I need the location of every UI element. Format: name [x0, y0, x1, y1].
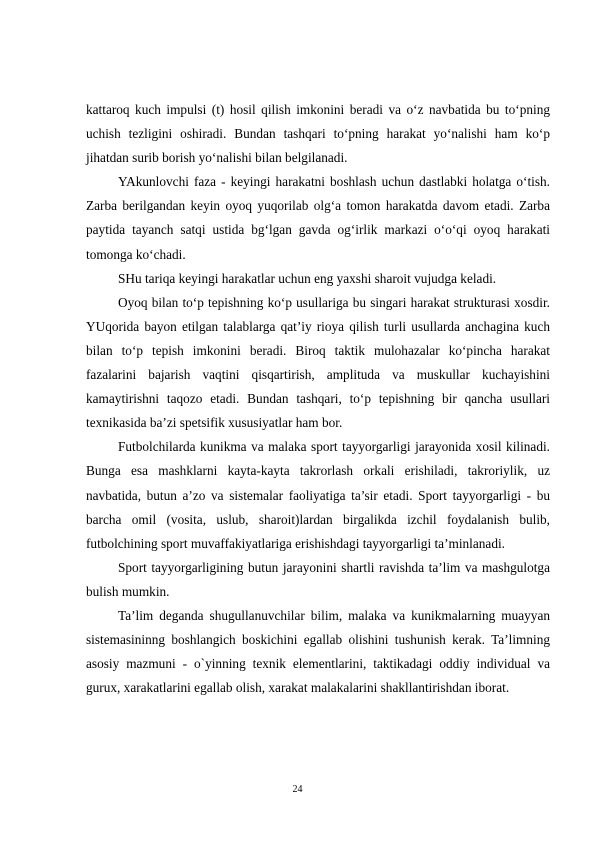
paragraph-skills-training: Futbolchilarda kunikma va malaka sport tayyorgarligi jarayonida xosil kilinadi. Bunga esa mashklarni kayta-kayta takrorlash orkali erishiladi, takroriylik, uz navbatida, butun a’zo va sistemalar faoliyatiga ta’sir etadi. Sport tayyorgarligi - bu barcha omil (vosita, uslub, sharoit)lardan birgalikda izchil foydalanish bulib, futbolchining sport muvaffakiyatlariga erishishdagi tayyorgarligi ta’minlanadi.: [86, 439, 550, 551]
page-number: 24: [292, 784, 303, 795]
body-text: [86, 98, 550, 700]
paragraph-kick-structure: Oyoq bilan to‘p tepishning ko‘p usullariga bu singari harakat strukturasi xosdir. YUqorida bayon etilgan talablarga qat’iy rioya qilish turli usullarda anchagina kuch bilan to‘p tepish imkonini beradi. Biroq taktik mulohazalar ko‘pincha harakat fazalarini bajarish vaqtini qisqartirish, amplituda va muskullar kuchayishini kamaytirishni taqozo etadi. Bundan tashqari, to‘p tepishning bir qancha usullari texnikasida ba’zi spetsifik xususiyatlar ham bor.: [86, 294, 550, 431]
paragraph-education: Ta’lim deganda shugullanuvchilar bilim, malaka va kunikmalarning muayyan sistemasininng boshlangich boskichini egallab olishini tushunish kerak. Ta’limning asosiy mazmuni - o`yinning texnik elementlarini, taktikadagi oddiy individual va gurux, xarakatlarini egallab olish, xarakat malakalarini shakllantirishdan iborat.: [86, 607, 550, 696]
paragraph-final-phase: YAkunlovchi faza - keyingi harakatni boshlash uchun dastlabki holatga o‘tish. Zarba berilgandan keyin oyoq yuqorilab olg‘a tomon harakatda davom etadi. Zarba paytida tayanch satqi ustida bg‘lgan gavda og‘irlik markazi o‘o‘qi oyoq harakati tomonga ko‘chadi.: [86, 174, 550, 262]
paragraph-conditions: SHu tariqa keyingi harakatlar uchun eng yaxshi sharoit vujudga keladi.: [118, 270, 497, 286]
paragraph-training-division: Sport tayyorgarligining butun jarayonini shartli ravishda ta’lim va mashgulotga bulish mumkin.: [86, 559, 550, 599]
paragraph-continuation: kattaroq kuch impulsi (t) hosil qilish imkonini beradi va o‘z navbatida bu to‘pning uchish tezligini oshiradi. Bundan tashqari to‘pning harakat yo‘nalishi ham ko‘p jihatdan surib borish yo‘nalishi bilan belgilanadi.: [86, 102, 550, 166]
